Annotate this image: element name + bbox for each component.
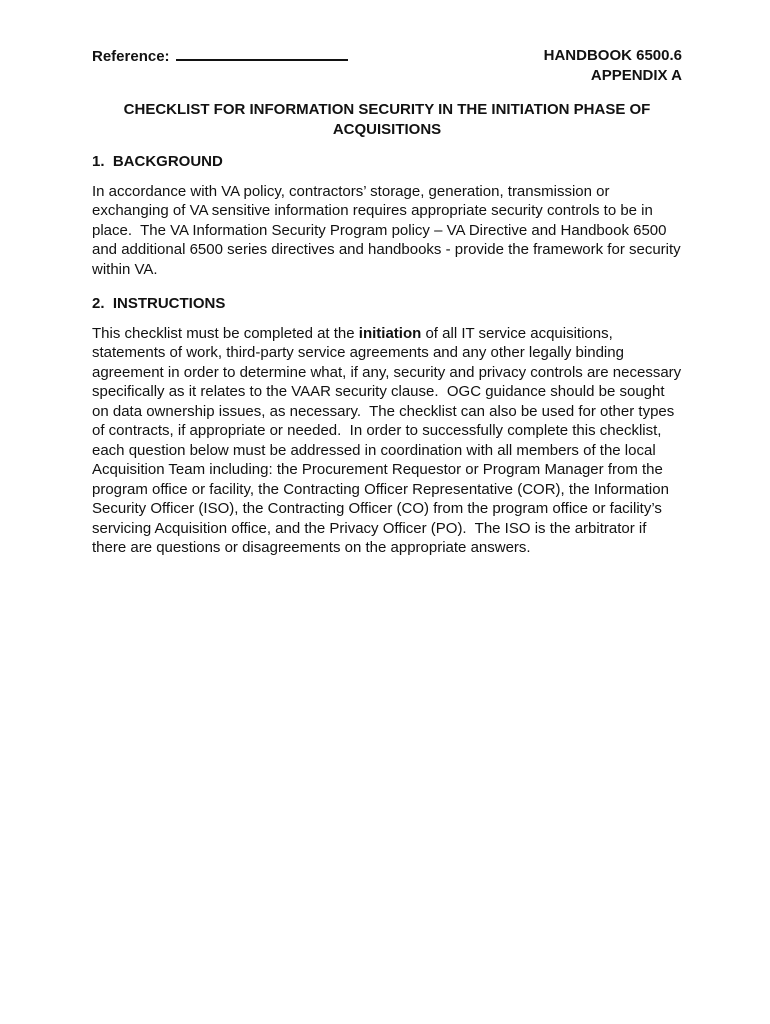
section-1-heading: 1. BACKGROUND	[92, 153, 223, 170]
document-header	[92, 46, 682, 85]
page-title: CHECKLIST FOR INFORMATION SECURITY IN THE INITIATION PHASE OF ACQUISITIONS	[123, 101, 654, 138]
appendix-label: APPENDIX A	[590, 66, 682, 84]
section-2-text-pre: This checklist must be completed at the	[92, 324, 359, 342]
reference-label: Reference:	[92, 48, 170, 65]
section-2-paragraph	[92, 324, 686, 558]
section-2-bold-word: initiation	[358, 324, 422, 342]
section-2-heading: 2. INSTRUCTIONS	[92, 295, 226, 312]
section-1-paragraph: In accordance with VA policy, contractors’ storage, generation, transmission or exchanging of VA sensitive information requires appropriate security controls to be in place. The VA Information Security Program policy – VA Directive and Handbook 6500 and additional 6500 series directives and handbooks - provide the framework for security within VA.	[92, 182, 685, 278]
reference-blank[interactable]	[176, 46, 348, 61]
handbook-number: HANDBOOK 6500.6	[543, 47, 682, 64]
section-2-text-post: of all IT service acquisitions, statements of work, third-party service agreements and any other legally binding agreement in order to determine what, if any, security and privacy controls are necessary specifically as it relates to the VAAR security clause. OGC guidance should be sought on data ownership issues, as necessary. The checklist can also be used for other types of contracts, if appropriate or needed. In order to successfully complete this checklist, each question below must be addressed in coordination with all members of the local Acquisition Team including: the Procurement Requestor or Program Manager from the program office or facility, the Contracting Officer Representative (COR), the Information Security Officer (ISO), the Contracting Officer (CO) from the program office or facility’s servicing Acquisition office, and the Privacy Officer (PO). The ISO is the arbitrator if there are questions or disagreements on the appropriate answers.	[92, 324, 686, 556]
reference-field	[92, 46, 348, 67]
handbook-identifier	[544, 46, 682, 85]
